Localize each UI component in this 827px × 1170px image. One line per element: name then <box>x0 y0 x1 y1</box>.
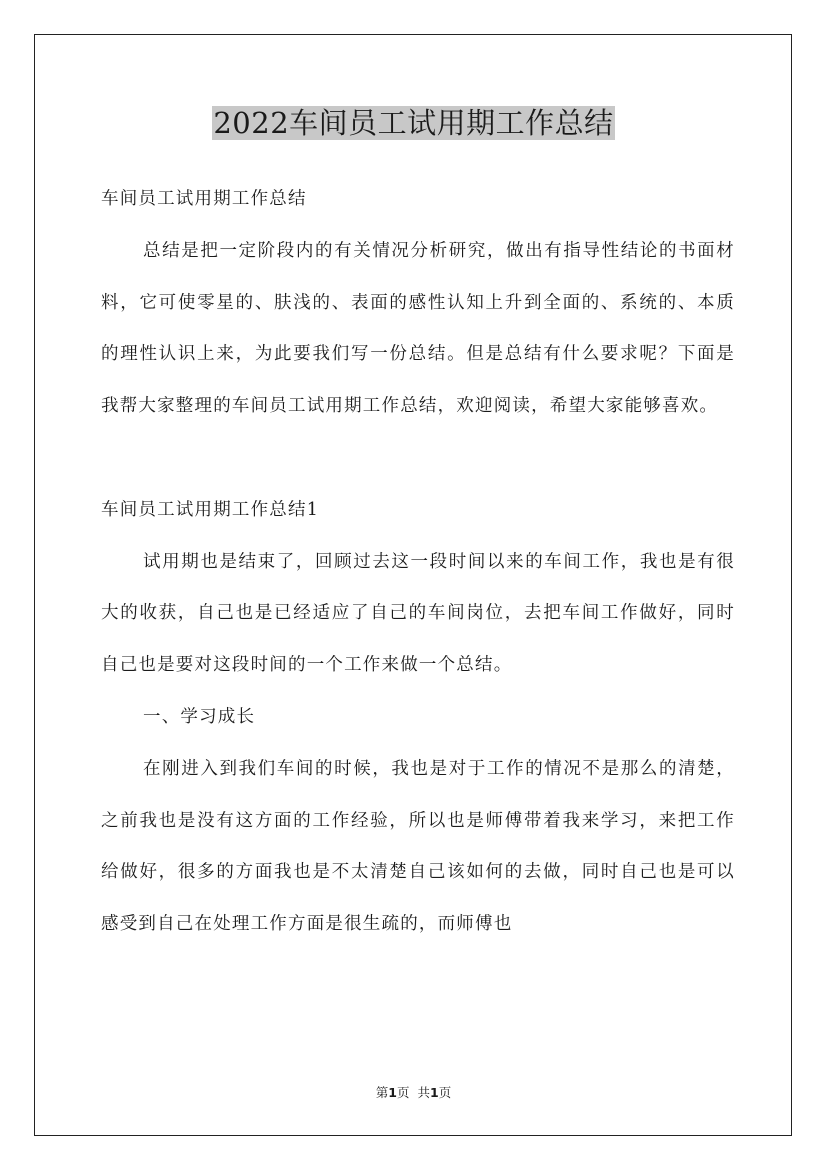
section-heading-1: 车间员工试用期工作总结1 <box>101 499 320 520</box>
footer-total-suffix: 页 <box>438 1085 452 1100</box>
paragraph-spacer <box>101 433 735 485</box>
page-footer <box>0 1083 827 1101</box>
footer-page-suffix: 页 <box>397 1085 410 1100</box>
footer-total-number: 1 <box>429 1085 439 1100</box>
section-1-paragraph: 试用期也是结束了，回顾过去这一段时间以来的车间工作，我也是有很大的收获，自己也是已经适应了自己的车间岗位，去把车间工作做好，同时自己也是要对这段时间的一个工作来做一个总结。 <box>101 551 735 676</box>
document-body <box>101 174 735 951</box>
footer-page-prefix: 第 <box>375 1085 389 1100</box>
subsection-heading-learning: 一、学习成长 <box>143 706 256 727</box>
footer-total-prefix: 共 <box>417 1085 430 1100</box>
footer-page-number: 1 <box>388 1085 397 1100</box>
document-title-text: 2022车间员工试用期工作总结 <box>213 106 614 140</box>
intro-paragraph: 总结是把一定阶段内的有关情况分析研究，做出有指导性结论的书面材料，它可使零星的、肤浅的、表面的感性认知上升到全面的、系统的、本质的理性认识上来，为此要我们写一份总结。但是总结有什么要求呢？下面是我帮大家整理的车间员工试用期工作总结，欢迎阅读，希望大家能够喜欢。 <box>101 240 735 417</box>
document-title <box>0 103 827 143</box>
learning-paragraph: 在刚进入到我们车间的时候，我也是对于工作的情况不是那么的清楚，之前我也是没有这方面的工作经验，所以也是师傅带着我来学习，来把工作给做好，很多的方面我也是不太清楚自己该如何的去做，同时自己也是可以感受到自己在处理工作方面是很生疏的，而师傅也 <box>101 758 735 935</box>
intro-heading: 车间员工试用期工作总结 <box>101 189 307 209</box>
